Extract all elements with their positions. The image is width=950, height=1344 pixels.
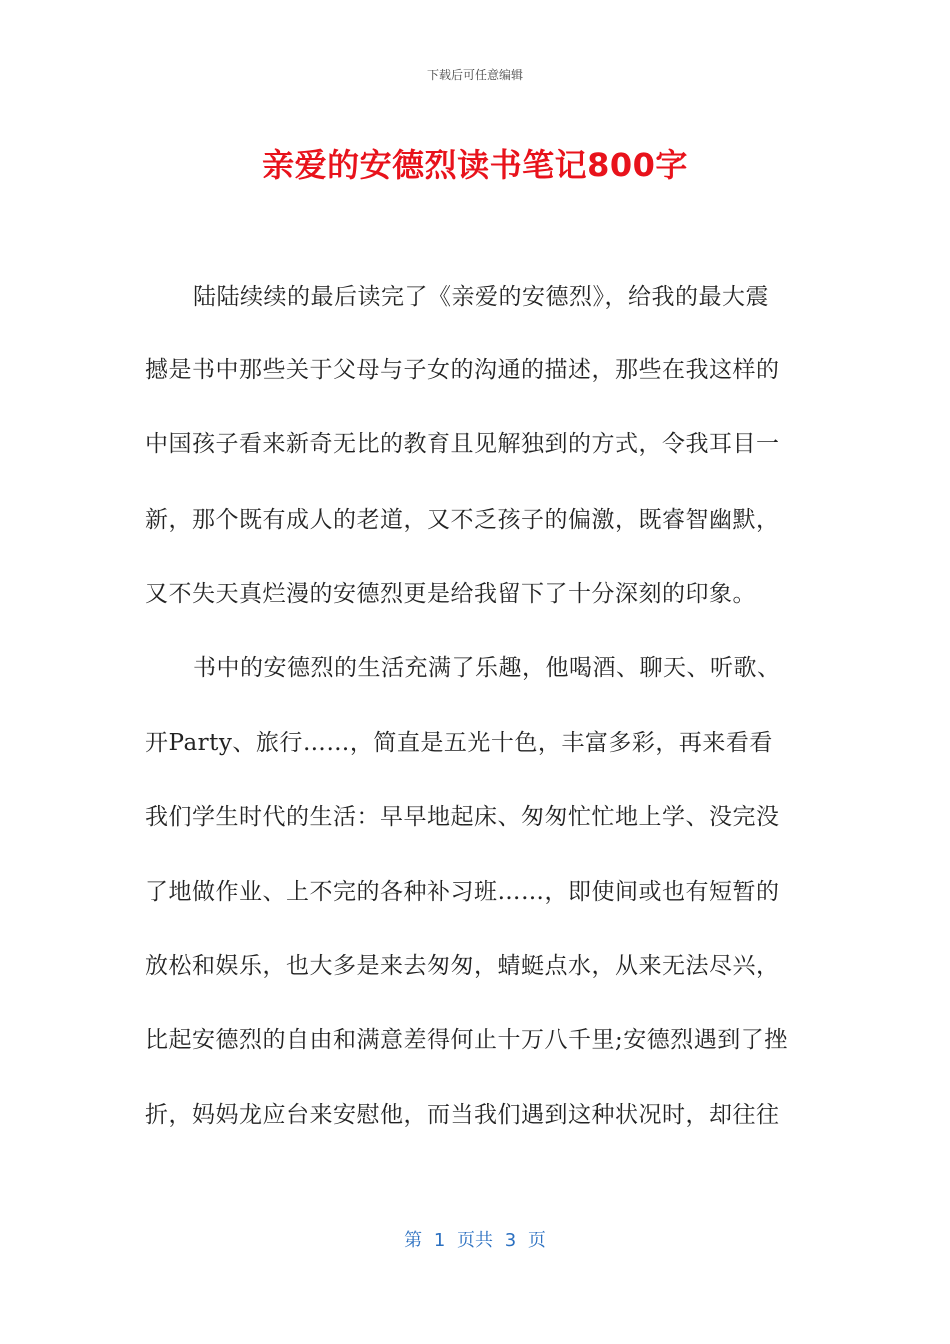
paragraph-2-line-7: 折，妈妈龙应台来安慰他，而当我们遇到这种状况时，却往往 bbox=[145, 1102, 780, 1128]
header-note: 下载后可任意编辑 bbox=[426, 68, 523, 82]
paragraph-1-line-2: 撼是书中那些关于父母与子女的沟通的描述，那些在我这样的 bbox=[145, 357, 780, 383]
paragraph-2-line-6: 比起安德烈的自由和满意差得何止十万八千里;安德烈遇到了挫 bbox=[145, 1027, 788, 1053]
page-label-suffix: 页 bbox=[527, 1230, 546, 1251]
paragraph-2-line-3: 我们学生时代的生活：早早地起床、匆匆忙忙地上学、没完没 bbox=[145, 804, 780, 830]
paragraph-2-line-5: 放松和娱乐，也大多是来去匆匆，蜻蜓点水，从来无法尽兴， bbox=[145, 953, 780, 979]
page-label-prefix: 第 bbox=[404, 1230, 423, 1251]
page-current-number: 1 bbox=[433, 1230, 446, 1251]
paragraph-2-line-4: 了地做作业、上不完的各种补习班……，即使间或也有短暂的 bbox=[145, 879, 780, 905]
page-label-mid: 页共 bbox=[457, 1230, 493, 1251]
paragraph-2-line-1: 书中的安德烈的生活充满了乐趣，他喝酒、聊天、听歌、 bbox=[193, 655, 781, 681]
paragraph-1-line-3: 中国孩子看来新奇无比的教育且见解独到的方式，令我耳目一 bbox=[145, 431, 780, 457]
paragraph-1-line-5: 又不失天真烂漫的安德烈更是给我留下了十分深刻的印象。 bbox=[145, 581, 756, 607]
document-title: 亲爱的安德烈读书笔记800字 bbox=[262, 146, 688, 184]
page-total-number: 3 bbox=[504, 1230, 517, 1251]
paragraph-1-line-1: 陆陆续续的最后读完了《亲爱的安德烈》，给我的最大震 bbox=[193, 284, 769, 310]
paragraph-2-line-2: 开Party、旅行……，简直是五光十色，丰富多彩，再来看看 bbox=[145, 730, 773, 756]
paragraph-1-line-4: 新，那个既有成人的老道，又不乏孩子的偏激，既睿智幽默， bbox=[145, 507, 780, 533]
page-footer bbox=[0, 1226, 950, 1252]
